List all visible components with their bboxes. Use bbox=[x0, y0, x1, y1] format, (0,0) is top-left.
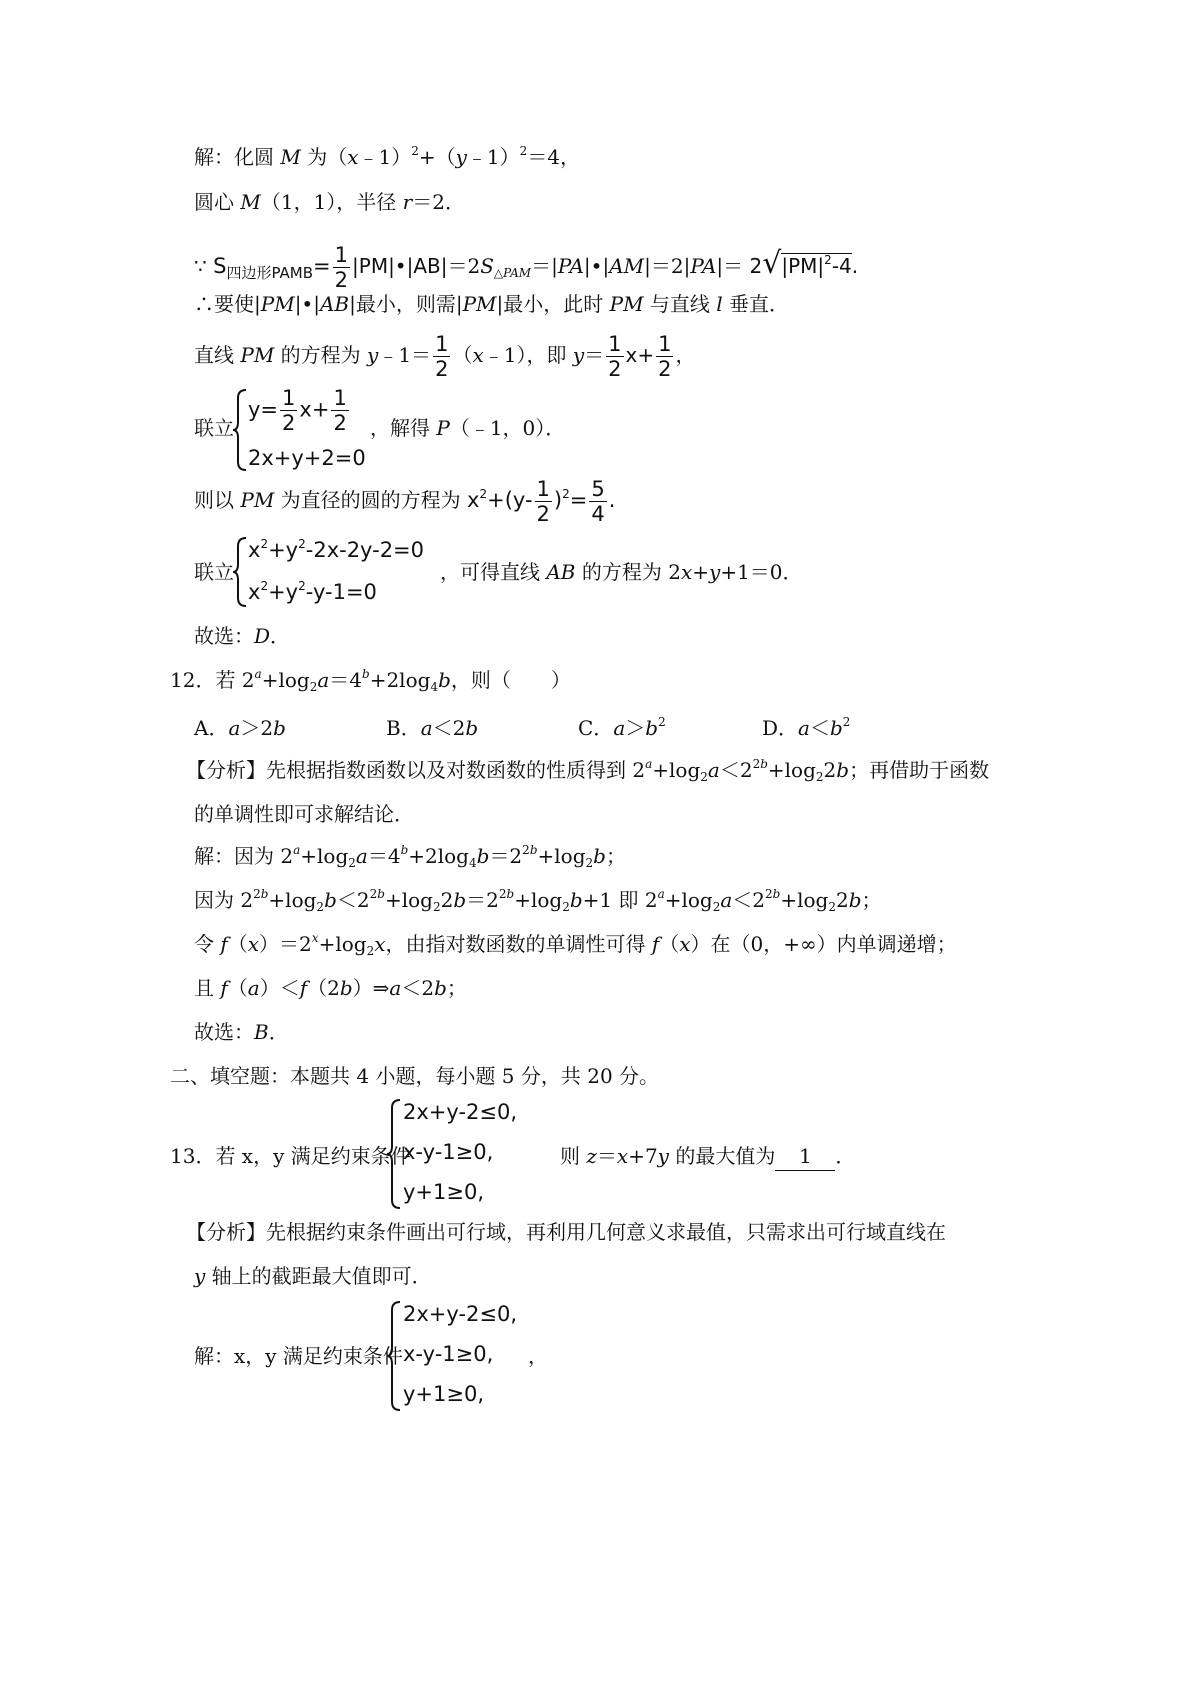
left-brace-3 bbox=[386, 1098, 402, 1210]
section-heading: 二、填空题：本题共 4 小题，每小题 5 分，共 20 分。 bbox=[170, 1064, 660, 1088]
q13-stem-c: ． bbox=[835, 1144, 856, 1168]
sqrt-expression: $2√|PM|^2-4$. bbox=[749, 246, 859, 281]
q12-solution-4: 且 f（a）＜f（2b）⇒a＜2b； bbox=[194, 976, 467, 1000]
q13-sol-label: 解：x，y 满足约束条件 bbox=[194, 1344, 403, 1368]
system-2-result: ，可得直线 AB 的方程为 2x+y+1＝0． bbox=[440, 560, 803, 584]
solution-line-1: 解：化圆 M 为（x﹣1）$^2$+（y﹣1）$^2$＝4， bbox=[194, 144, 581, 169]
system-1-label: 联立 bbox=[194, 416, 234, 440]
system-2-label: 联立 bbox=[194, 560, 234, 584]
q13-constraint-3: y+1≥0, bbox=[403, 1180, 485, 1204]
because-symbol: ∵ bbox=[194, 254, 207, 278]
q13-sol-constraint-1: 2x+y-2≤0, bbox=[403, 1302, 518, 1326]
q13-sol-constraint-3: y+1≥0, bbox=[403, 1382, 485, 1406]
solution-line-5: 直线 PM 的方程为 y﹣1＝ $\frac{1}{2}$ （x﹣1），即 y＝ $\frac{1}{2}$ x+ $\frac{1}{2}$ ， bbox=[194, 332, 696, 381]
q12-stem: 12．若 $2^a+\log_2a=4^b+2\log_4b$，则（ ） bbox=[170, 667, 571, 694]
system-2-eq1: $x^2+y^2-2x-2y-2=0$ bbox=[248, 537, 425, 562]
left-brace-2 bbox=[232, 536, 248, 608]
q12-option-d: D．$a<b^2$ bbox=[762, 715, 851, 740]
system-1-result: ，解得 P（﹣1，0）． bbox=[370, 416, 566, 440]
solution-line-4: ∴要使|PM|•|AB|最小，则需|PM|最小，此时 PM 与直线 l 垂直． bbox=[194, 292, 790, 316]
solution-line-7: 则以 PM 为直径的圆的方程为 $x^2+(y-$ $\frac{1}{2}$ )$^2$= $\frac{5}{4}$ . bbox=[194, 476, 616, 526]
answer-11: 故选：D． bbox=[194, 624, 291, 648]
fraction-half: $\frac{1}{2}$ bbox=[334, 243, 349, 292]
q13-analysis-2: y 轴上的截距最大值即可． bbox=[194, 1264, 432, 1288]
solution-line-2: 圆心 M（1，1），半径 r＝2． bbox=[194, 190, 465, 214]
q13-stem-a: 13．若 x，y 满足约束条件 bbox=[170, 1144, 411, 1168]
solution-line-3: ∵ $S_{四边形PAMB}=$ $\frac{1}{2}$ $|PM|•|AB|=2S_{\triangle PAM}=|PA|•|AM|=2|PA|= 2√|PM|^2-4$. bbox=[194, 243, 859, 292]
q13-constraint-1: 2x+y-2≤0, bbox=[403, 1100, 518, 1124]
system-1-eq2: 2x+y+2=0 bbox=[248, 446, 366, 470]
left-brace-4 bbox=[386, 1300, 402, 1412]
system-1-eq1: y= $\frac{1}{2}$ x+ $\frac{1}{2}$ bbox=[248, 386, 347, 435]
q12-solution-3: 令 $f(x)=2^x+\log_2x$，由指对数函数的单调性可得 f（x）在（0，+∞）内单调递增； bbox=[194, 931, 957, 958]
q13-stem-b: 则 z＝x+7y 的最大值为 1 ． bbox=[560, 1142, 855, 1171]
q12-analysis-1: 【分析】先根据指数函数以及对数函数的性质得到 $2^a+\log_2a<2^{2b}+\log_22b$；再借助于函数 bbox=[186, 757, 990, 784]
q12-analysis-2: 的单调性即可求解结论． bbox=[194, 802, 414, 826]
q13-analysis-1: 【分析】先根据约束条件画出可行域，再利用几何意义求最值，只需求出可行域直线在 bbox=[186, 1220, 946, 1244]
system-2-eq2: $x^2+y^2-y-1=0$ bbox=[248, 579, 377, 604]
q12-solution-2: 因为 $2^{2b}+\log_2b<2^{2b}+\log_22b=2^{2b}+\log_2b+1$ 即 $2^a+\log_2a<2^{2b}+\log_22b$； bbox=[194, 887, 882, 914]
answer-12: 故选：B． bbox=[194, 1020, 289, 1044]
q12-option-a: A．a＞2b bbox=[194, 716, 286, 740]
q12-option-c: C．$a>b^2$ bbox=[578, 715, 666, 740]
q12-option-b: B．a＜2b bbox=[386, 716, 479, 740]
left-brace-1 bbox=[232, 388, 248, 472]
q13-sol-constraint-2: x-y-1≥0, bbox=[403, 1342, 494, 1366]
q13-constraint-2: x-y-1≥0, bbox=[403, 1140, 494, 1164]
q12-solution-1: 解：因为 $2^a+\log_2a=4^b+2\log_4b=2^{2b}+\log_2b$； bbox=[194, 843, 626, 870]
q13-answer-blank: 1 bbox=[775, 1142, 835, 1171]
q13-sol-after: ， bbox=[528, 1344, 548, 1368]
